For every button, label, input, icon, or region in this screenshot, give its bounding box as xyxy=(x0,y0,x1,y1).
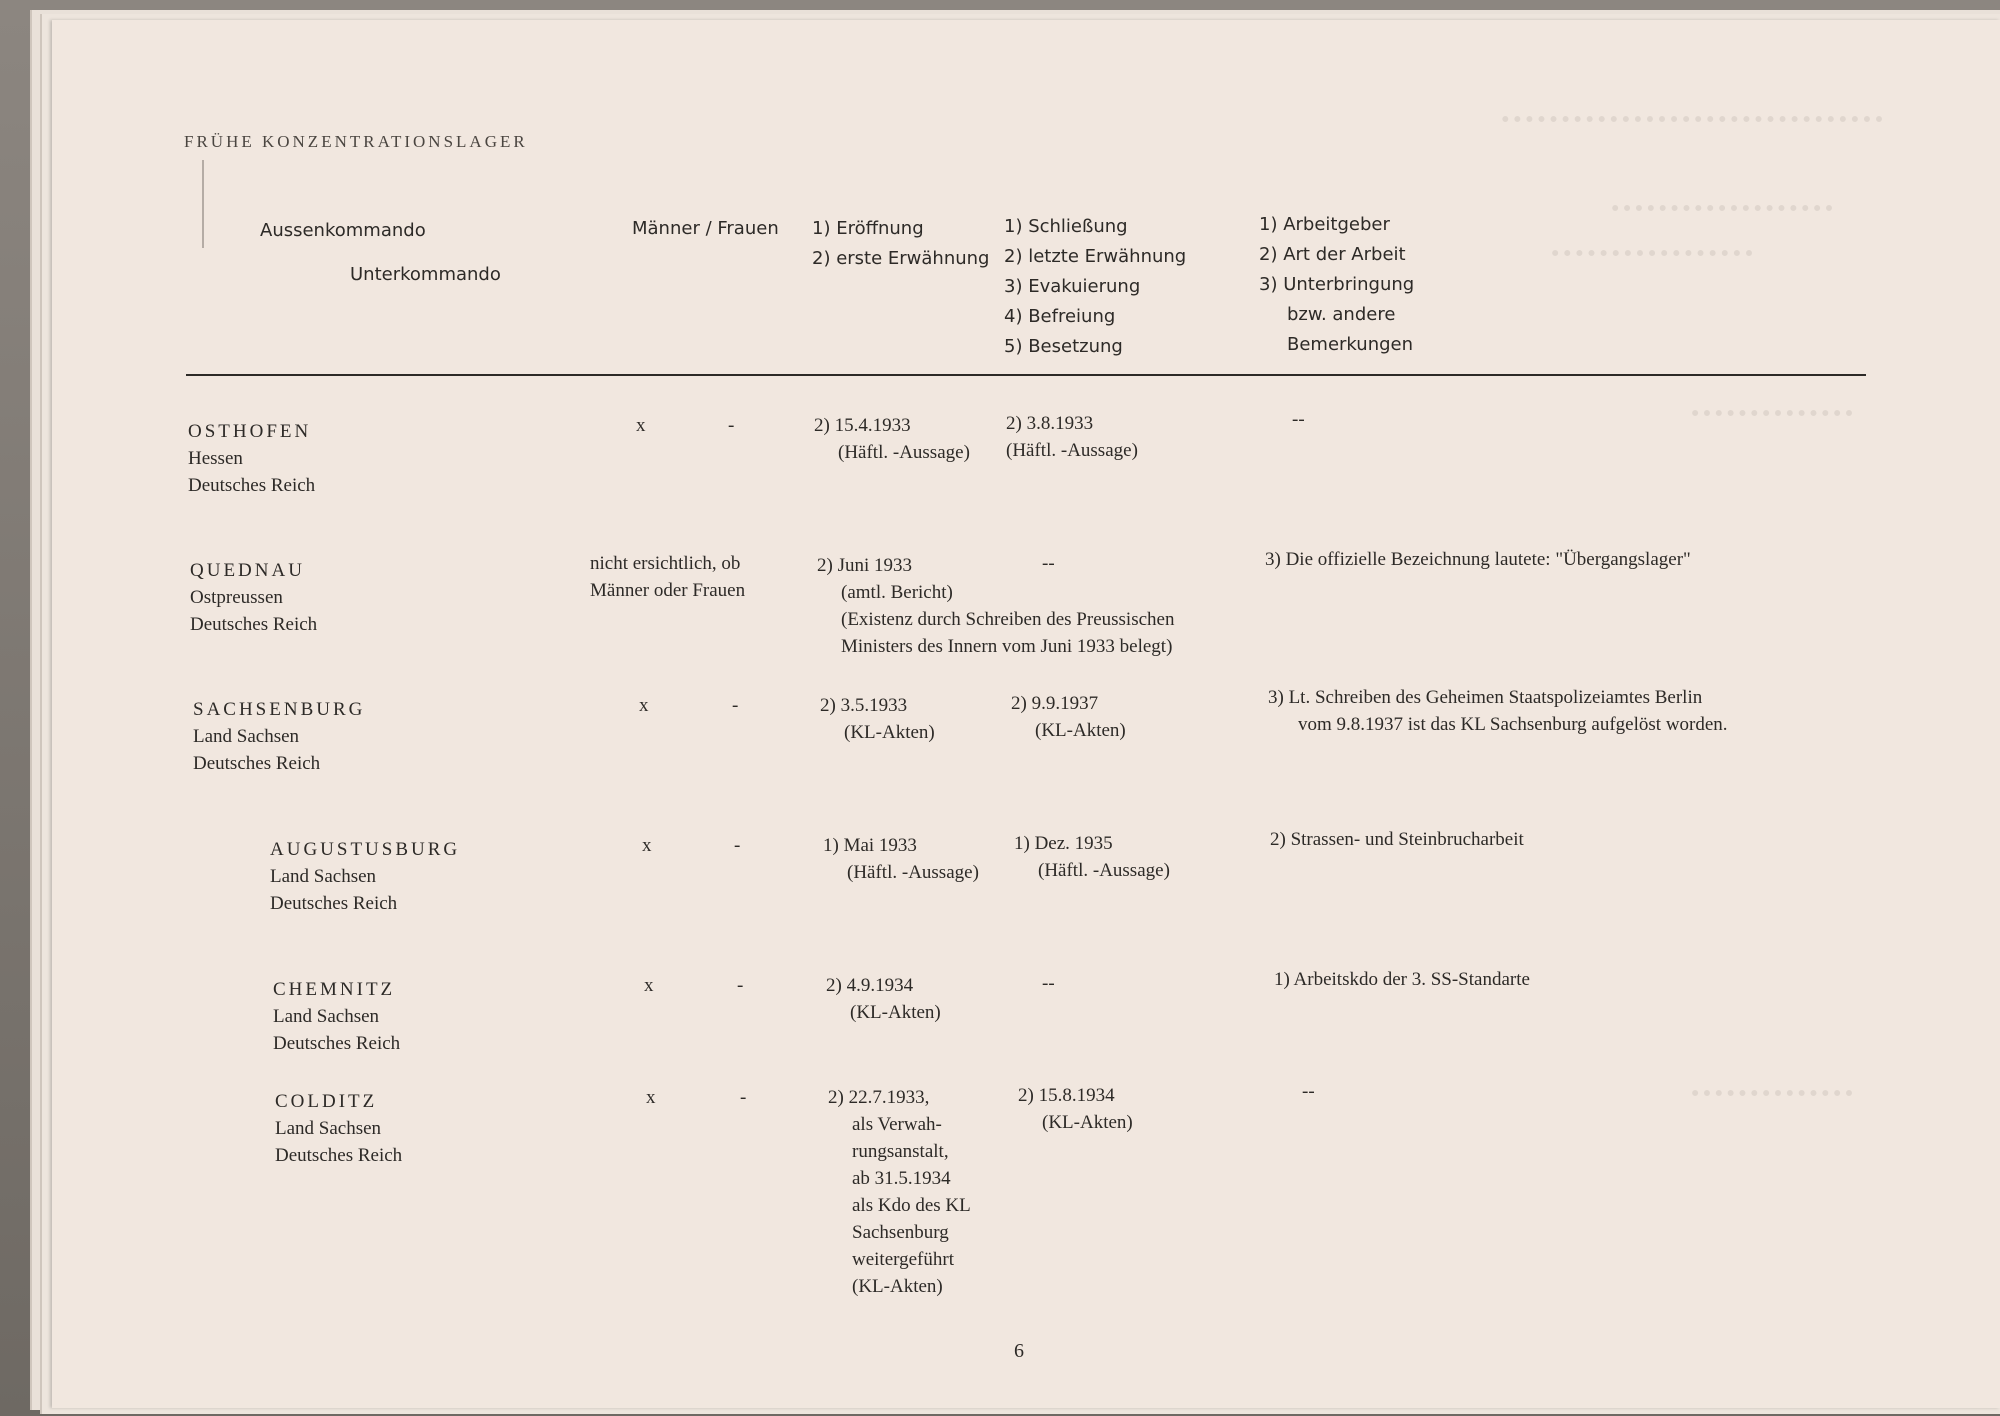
women-mark: - xyxy=(732,695,739,716)
closing-cell xyxy=(1042,550,1055,577)
cell-line: 3) Lt. Schreiben des Geheimen Staatspolizeiamtes Berlin xyxy=(1268,687,1703,708)
cell-line: 2) 22.7.1933, xyxy=(828,1087,930,1108)
table-row xyxy=(193,696,365,777)
cell-line: als Kdo des KL xyxy=(852,1195,971,1216)
header-maenner-frauen: Männer / Frauen xyxy=(632,218,779,239)
cell-line: (KL-Akten) xyxy=(850,1002,941,1023)
women-mark: - xyxy=(734,835,741,856)
cell-line: Männer oder Frauen xyxy=(590,580,746,601)
header-line: 1) Arbeitgeber xyxy=(1259,214,1390,235)
closing-cell xyxy=(1018,1082,1133,1136)
margin-mark xyxy=(202,160,204,248)
camp-region: Land Sachsen xyxy=(193,726,300,747)
bleed-through xyxy=(1552,250,1752,262)
cell-line: (KL-Akten) xyxy=(852,1276,943,1297)
cell-line: (KL-Akten) xyxy=(844,722,935,743)
closing-cell xyxy=(1042,970,1055,997)
closing-cell xyxy=(1006,410,1138,464)
camp-region: Ostpreussen xyxy=(190,587,283,608)
men-mark: x xyxy=(639,695,649,716)
cell-line: nicht ersichtlich, ob xyxy=(590,553,741,574)
cell-line: 2) 3.8.1933 xyxy=(1006,413,1094,434)
women-mark: - xyxy=(728,415,735,436)
cell-line: -- xyxy=(1042,973,1055,994)
table-row xyxy=(273,976,400,1057)
bleed-through xyxy=(1692,410,1852,422)
cell-line: (KL-Akten) xyxy=(1042,1112,1133,1133)
cell-line: als Verwah- xyxy=(852,1114,942,1135)
men-mark: x xyxy=(636,415,646,436)
document-page xyxy=(52,20,2000,1408)
cell-line: (Häftl. -Aussage) xyxy=(1006,440,1138,461)
remarks-cell xyxy=(1292,406,1305,433)
camp-name: COLDITZ xyxy=(275,1091,378,1112)
cell-line: (Häftl. -Aussage) xyxy=(1038,860,1170,881)
camp-region: Hessen xyxy=(188,448,243,469)
cell-line: ab 31.5.1934 xyxy=(852,1168,951,1189)
camp-country: Deutsches Reich xyxy=(190,614,318,635)
opening-cell xyxy=(817,552,1174,660)
cell-line: 2) 15.8.1934 xyxy=(1018,1085,1115,1106)
bleed-through xyxy=(1612,205,1832,217)
camp-country: Deutsches Reich xyxy=(270,893,398,914)
cell-line: weitergeführt xyxy=(852,1249,954,1270)
camp-country: Deutsches Reich xyxy=(193,753,321,774)
men-mark: x xyxy=(644,975,654,996)
header-unterkommando: Unterkommando xyxy=(350,264,501,285)
header-eroeffnung xyxy=(812,214,990,274)
camp-region: Land Sachsen xyxy=(275,1118,382,1139)
opening-cell xyxy=(826,972,941,1026)
header-arbeitgeber xyxy=(1259,210,1414,360)
header-line: 3) Unterbringung xyxy=(1259,274,1415,295)
cell-line: (amtl. Bericht) xyxy=(841,582,953,603)
cell-line: Ministers des Innern vom Juni 1933 belegt) xyxy=(841,636,1173,657)
table-row xyxy=(190,557,317,638)
cell-line: 2) 9.9.1937 xyxy=(1011,693,1099,714)
remarks-cell xyxy=(1302,1078,1315,1105)
header-rule xyxy=(186,374,1866,376)
women-mark: - xyxy=(740,1087,747,1108)
header-line: 2) letzte Erwähnung xyxy=(1004,246,1187,267)
cell-line: 2) 4.9.1934 xyxy=(826,975,914,996)
remarks-cell xyxy=(1265,546,1691,573)
gender-note xyxy=(590,550,745,604)
camp-region: Land Sachsen xyxy=(270,866,377,887)
remarks-cell xyxy=(1270,826,1524,853)
cell-line: Sachsenburg xyxy=(852,1222,949,1243)
opening-cell xyxy=(814,412,970,466)
remarks-cell xyxy=(1268,684,1728,738)
cell-line: 2) Juni 1933 xyxy=(817,555,912,576)
remarks-cell xyxy=(1274,966,1530,993)
cell-line: 1) Dez. 1935 xyxy=(1014,833,1113,854)
table-row xyxy=(188,418,315,499)
closing-cell xyxy=(1011,690,1126,744)
opening-cell xyxy=(828,1084,971,1300)
cell-line: rungsanstalt, xyxy=(852,1141,949,1162)
bleed-through xyxy=(1692,1090,1852,1102)
camp-country: Deutsches Reich xyxy=(273,1033,401,1054)
page-number: 6 xyxy=(1014,1340,1024,1362)
header-line: bzw. andere xyxy=(1287,304,1396,325)
header-line: 1) Eröffnung xyxy=(812,218,924,239)
cell-line: 2) 15.4.1933 xyxy=(814,415,911,436)
camp-name: SACHSENBURG xyxy=(193,699,366,720)
cell-line: -- xyxy=(1042,553,1055,574)
table-row xyxy=(275,1088,402,1169)
header-line: Bemerkungen xyxy=(1287,334,1414,355)
header-line: 1) Schließung xyxy=(1004,216,1128,237)
camp-name: QUEDNAU xyxy=(190,560,305,581)
table-row xyxy=(270,836,460,917)
cell-line: 3) Die offizielle Bezeichnung lautete: "Übergangslager" xyxy=(1265,549,1691,570)
camp-country: Deutsches Reich xyxy=(188,475,316,496)
opening-cell xyxy=(820,692,935,746)
camp-name: AUGUSTUSBURG xyxy=(270,839,461,860)
header-aussenkommando: Aussenkommando xyxy=(260,220,426,241)
cell-line: 2) 3.5.1933 xyxy=(820,695,908,716)
bleed-through xyxy=(1502,116,1882,132)
camp-name: CHEMNITZ xyxy=(273,979,396,1000)
cell-line: -- xyxy=(1292,409,1305,430)
cell-line: (KL-Akten) xyxy=(1035,720,1126,741)
closing-cell xyxy=(1014,830,1170,884)
men-mark: x xyxy=(646,1087,656,1108)
cell-line: 1) Arbeitskdo der 3. SS-Standarte xyxy=(1274,969,1530,990)
camp-region: Land Sachsen xyxy=(273,1006,380,1027)
cell-line: (Häftl. -Aussage) xyxy=(838,442,970,463)
section-title: FRÜHE KONZENTRATIONSLAGER xyxy=(184,132,528,151)
cell-line: 2) Strassen- und Steinbrucharbeit xyxy=(1270,829,1524,850)
header-line: 2) erste Erwähnung xyxy=(812,248,990,269)
header-line: 2) Art der Arbeit xyxy=(1259,244,1406,265)
men-mark: x xyxy=(642,835,652,856)
header-line: 3) Evakuierung xyxy=(1004,276,1141,297)
camp-country: Deutsches Reich xyxy=(275,1145,403,1166)
cell-line: vom 9.8.1937 ist das KL Sachsenburg aufgelöst worden. xyxy=(1298,714,1728,735)
cell-line: 1) Mai 1933 xyxy=(823,835,917,856)
opening-cell xyxy=(823,832,979,886)
women-mark: - xyxy=(737,975,744,996)
header-line: 4) Befreiung xyxy=(1004,306,1116,327)
cell-line: -- xyxy=(1302,1081,1315,1102)
header-line: 5) Besetzung xyxy=(1004,336,1123,357)
camp-name: OSTHOFEN xyxy=(188,421,312,442)
header-schliessung xyxy=(1004,212,1186,362)
cell-line: (Existenz durch Schreiben des Preussischen xyxy=(841,609,1175,630)
cell-line: (Häftl. -Aussage) xyxy=(847,862,979,883)
